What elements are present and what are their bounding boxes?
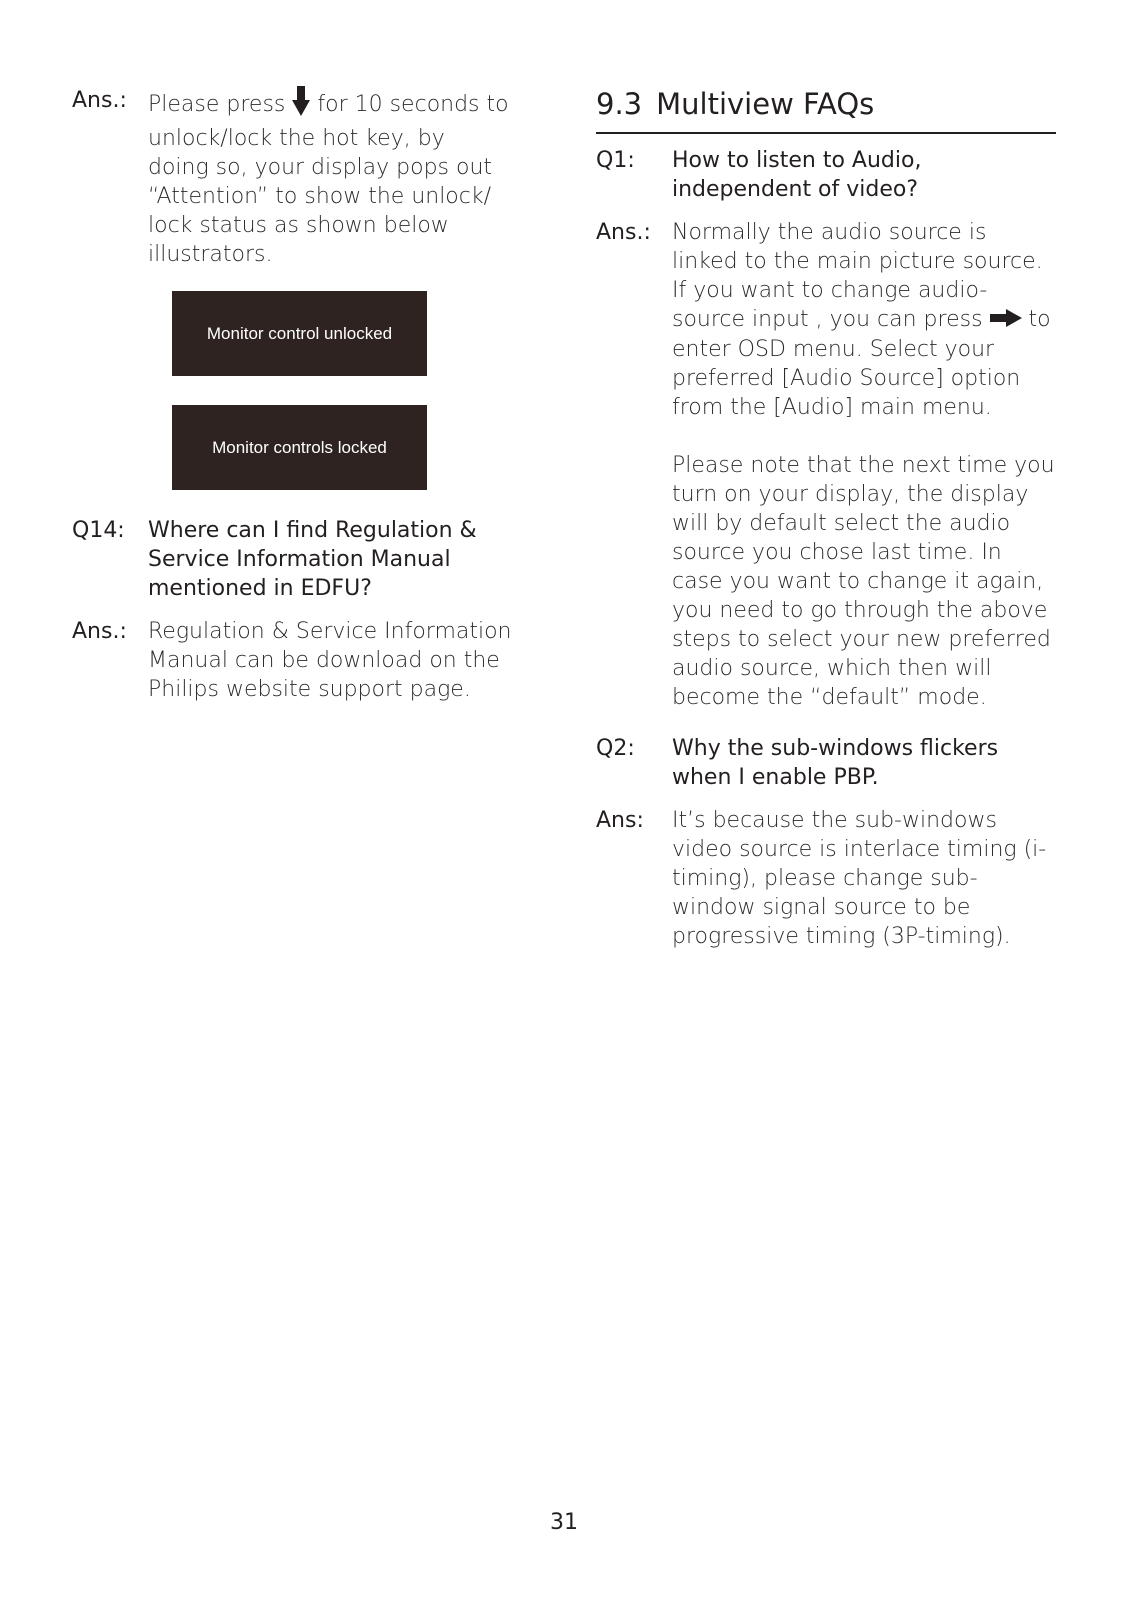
answer-label: Ans.: (72, 619, 127, 644)
answer-text (148, 86, 512, 269)
question-1 (596, 146, 1056, 204)
answer-2 (596, 806, 1056, 951)
section-number: 9.3 (596, 87, 643, 121)
answer-text-part2: for 10 seconds to unlock/lock the hot key, by doing so, your display pops out “Attention” to show the unlock/ lock status as shown below illustrators. (148, 92, 509, 267)
question-text: How to listen to Audio, independent of video? (672, 148, 922, 202)
right-column (596, 86, 1056, 965)
question-text: Where can I find Regulation & Service Information Manual mentioned in EDFU? (148, 518, 477, 601)
question-2 (596, 734, 1056, 792)
osd-unlocked-message: Monitor control unlocked (172, 291, 427, 376)
answer-14 (72, 617, 512, 704)
osd-illustrations (72, 291, 512, 490)
answer-text-part1: Please press (148, 92, 286, 117)
question-label: Q14: (72, 518, 125, 543)
answer-paragraph-2: Please note that the next time you turn on your display, the display will by default select the audio source you chose last time. In case you want to change it again, you need to go through the above steps to select your new preferred audio source, which then will become the “default” mode. (672, 452, 1055, 710)
left-column (72, 86, 512, 718)
answer-1 (596, 218, 1056, 712)
right-arrow-icon (990, 306, 1022, 335)
section-heading (596, 86, 1056, 134)
answer-hotkey-lock (72, 86, 512, 269)
question-label: Q1: (596, 148, 635, 173)
answer-text (672, 218, 1056, 712)
answer-text-part2: to enter OSD menu. Select your preferred [Audio Source] option from the [Audio] main menu. (672, 307, 1051, 420)
answer-label: Ans: (596, 807, 644, 833)
answer-text: It’s because the sub-windows video source is interlace timing (i-timing), please change sub-window signal source to be progressive timing (3P-timing). (672, 807, 1047, 949)
answer-label: Ans.: (72, 88, 127, 113)
question-label: Q2: (596, 735, 635, 761)
section-title: Multiview FAQs (656, 87, 875, 121)
answer-text: Regulation & Service Information Manual can be download on the Philips website support page. (148, 619, 512, 702)
answer-label: Ans.: (596, 220, 651, 245)
down-arrow-icon (292, 86, 310, 124)
page-number: 31 (550, 1510, 578, 1535)
answer-text-part1: Normally the audio source is linked to the main picture source. If you want to change audio-source input , you can press (672, 220, 1043, 332)
question-text: Why the sub-windows flickers when I enable PBP. (672, 735, 999, 790)
answer-paragraph-1 (672, 218, 1056, 422)
question-14 (72, 516, 512, 603)
osd-locked-message: Monitor controls locked (172, 405, 427, 490)
